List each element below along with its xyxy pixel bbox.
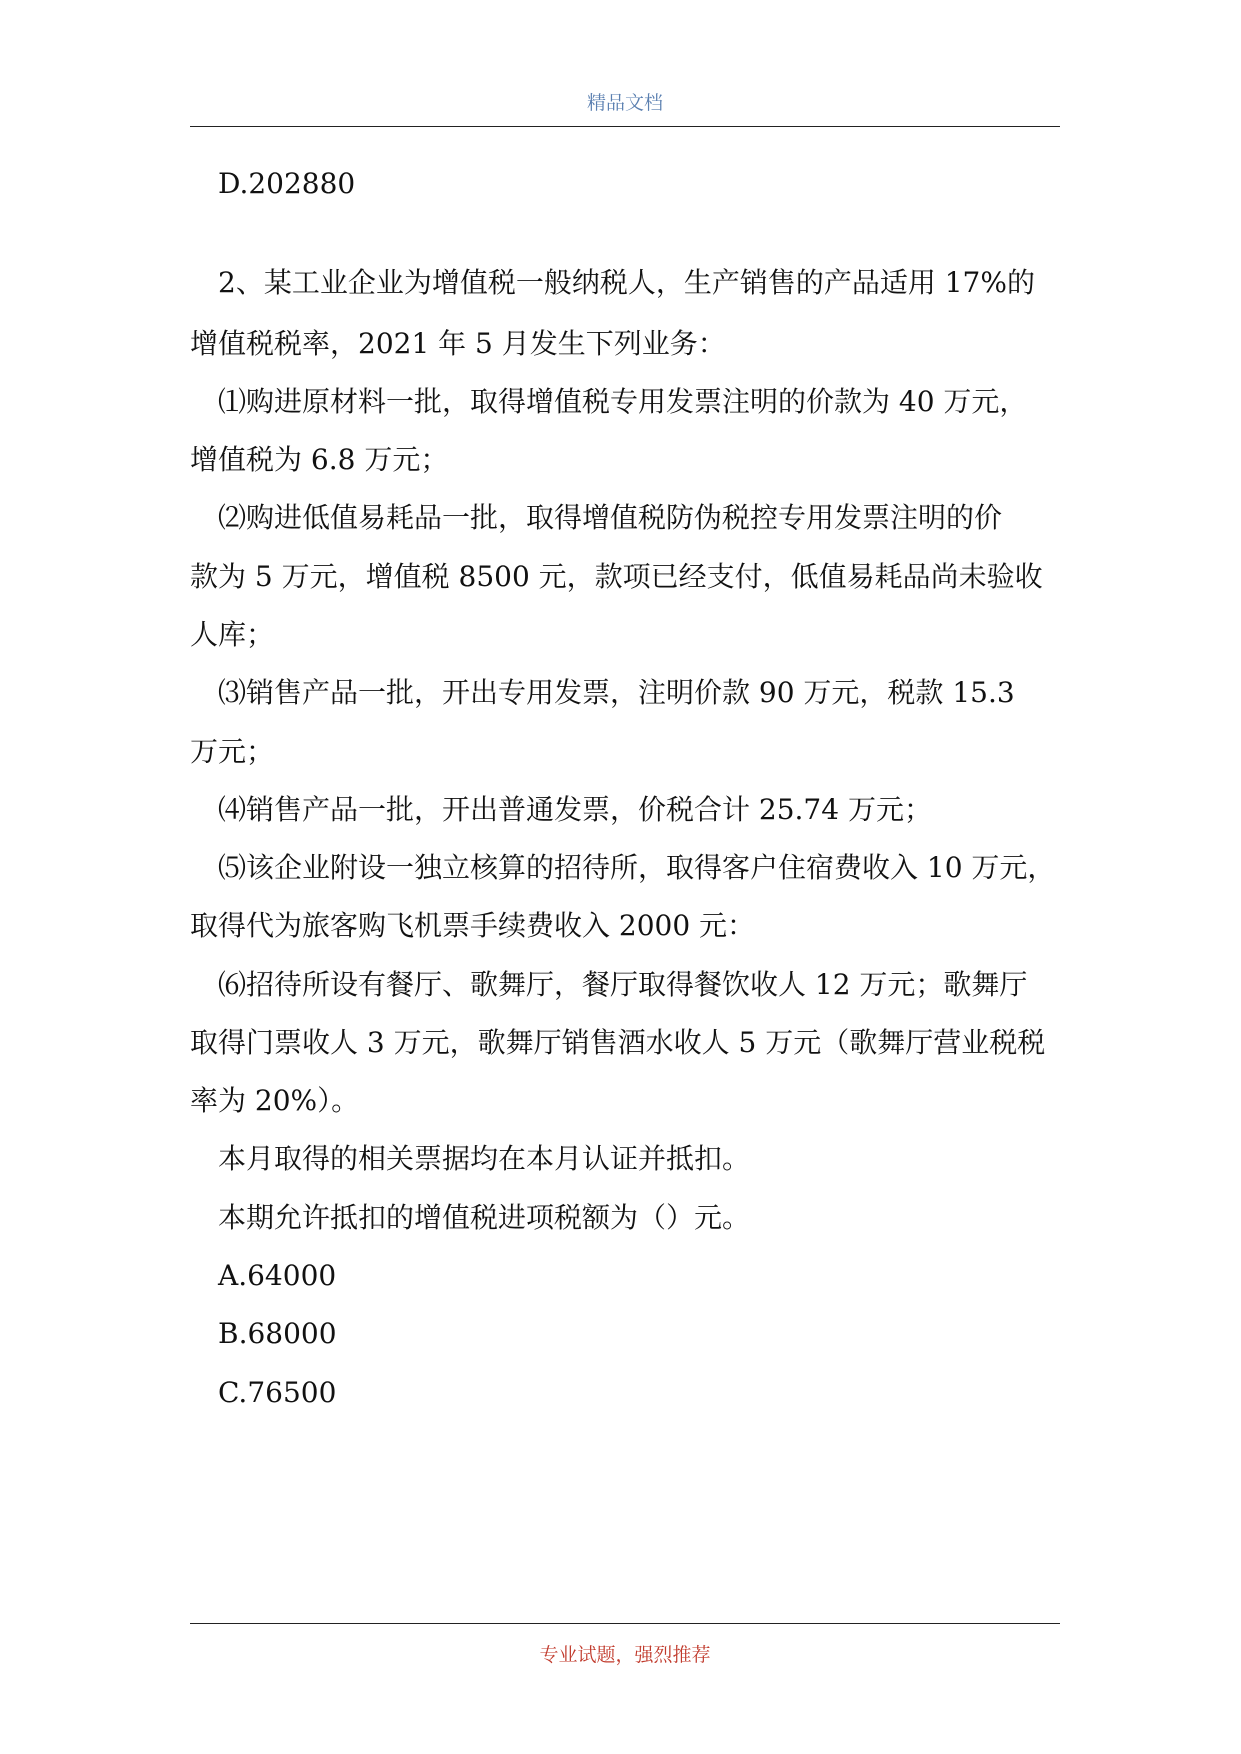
question-line: 增值税为 6.8 万元；	[190, 443, 449, 476]
question-line: 2、某工业企业为增值税一般纳税人，生产销售的产品适用 17%的	[218, 266, 1035, 299]
question-line: ⑸该企业附设一独立核算的招待所，取得客户住宿费收入 10 万元，	[218, 851, 1056, 884]
question-line: ⑶销售产品一批，开出专用发票，注明价款 90 万元，税款 15.3	[218, 676, 1015, 709]
header-divider	[190, 126, 1060, 127]
question-line: 增值税税率，2021 年 5 月发生下列业务：	[190, 327, 726, 360]
question-line: 本月取得的相关票据均在本月认证并抵扣。	[218, 1142, 751, 1175]
option-c: C.76500	[218, 1376, 337, 1409]
footer-divider	[190, 1623, 1060, 1624]
question-line: 万元；	[190, 735, 275, 768]
question-line: 取得代为旅客购飞机票手续费收入 2000 元：	[190, 909, 756, 942]
question-line: ⑹招待所设有餐厅、歌舞厅，餐厅取得餐饮收人 12 万元；歌舞厅	[218, 968, 1028, 1001]
question-line: ⑷销售产品一批，开出普通发票，价税合计 25.74 万元；	[218, 793, 932, 826]
question-line: 人库；	[190, 618, 275, 651]
question-line: ⑴购进原材料一批，取得增值税专用发票注明的价款为 40 万元，	[218, 385, 1028, 418]
question-line: 取得门票收人 3 万元，歌舞厅销售酒水收人 5 万元（歌舞厅营业税税	[190, 1026, 1046, 1059]
question-line: 率为 20%）。	[190, 1084, 360, 1117]
question-line: ⑵购进低值易耗品一批，取得增值税防伪税控专用发票注明的价	[218, 501, 1003, 534]
question-line: 本期允许抵扣的增值税进项税额为（）元。	[218, 1201, 751, 1234]
option-b: B.68000	[218, 1317, 337, 1350]
option-a: A.64000	[218, 1259, 337, 1292]
page-footer: 专业试题，强烈推荐	[539, 1644, 711, 1666]
page-header: 精品文档	[586, 92, 663, 114]
previous-option-d: D.202880	[218, 167, 356, 200]
question-line: 款为 5 万元，增值税 8500 元，款项已经支付，低值易耗品尚未验收	[190, 560, 1043, 593]
